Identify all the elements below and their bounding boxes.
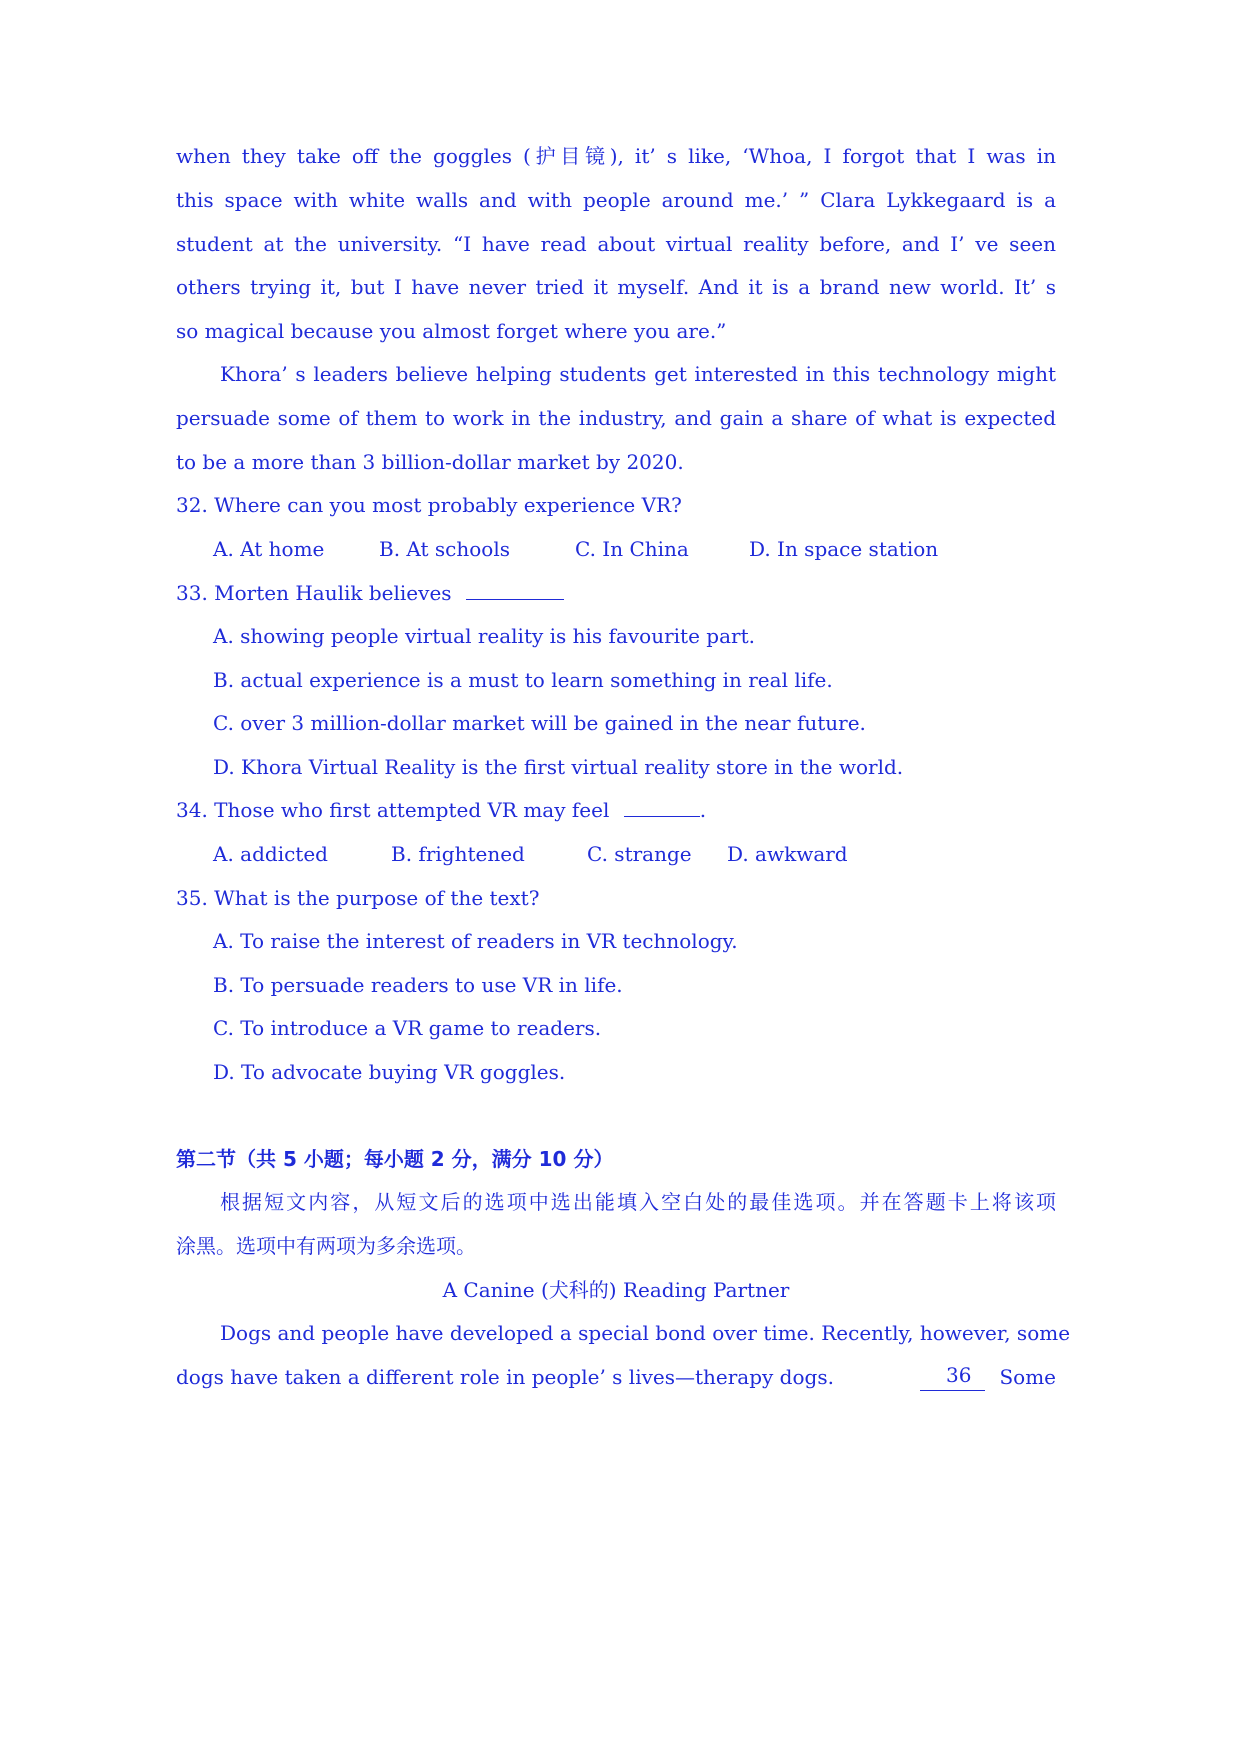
- answer-blank-33[interactable]: [466, 579, 564, 600]
- q33-option-b[interactable]: B. actual experience is a must to learn something in real life.: [213, 668, 833, 692]
- passage-line-3: student at the university. “I have read about virtual reality before, and I’ ve seen: [176, 232, 1056, 256]
- q34-option-d[interactable]: D. awkward: [727, 842, 848, 866]
- passage-line-1: when they take off the goggles (护目镜), it’ s like, ‘Whoa, I forgot that I was in: [176, 144, 1056, 168]
- q33-option-a[interactable]: A. showing people virtual reality is his favourite part.: [213, 624, 755, 648]
- question-32-stem: 32. Where can you most probably experience VR?: [176, 493, 682, 517]
- passage-line-5: so magical because you almost forget where you are.”: [176, 319, 727, 343]
- paragraph2-line-1: Khora’ s leaders believe helping students get interested in this technology might: [220, 362, 1056, 386]
- q35-option-a[interactable]: A. To raise the interest of readers in VR technology.: [213, 929, 738, 953]
- answer-blank-34[interactable]: [624, 796, 700, 817]
- passage-title: A Canine (犬科的) Reading Partner: [442, 1278, 790, 1302]
- passage-line-2: this space with white walls and with people around me.’ ” Clara Lykkegaard is a: [176, 188, 1056, 212]
- question-33-stem: 33. Morten Haulik believes: [176, 581, 452, 605]
- instructions-line-2: 涂黑。选项中有两项为多余选项。: [176, 1234, 476, 1258]
- q35-option-b[interactable]: B. To persuade readers to use VR in life.: [213, 973, 623, 997]
- q33-option-c[interactable]: C. over 3 million-dollar market will be gained in the near future.: [213, 711, 866, 735]
- q35-option-d[interactable]: D. To advocate buying VR goggles.: [213, 1060, 566, 1084]
- q34-option-a[interactable]: A. addicted: [213, 842, 328, 866]
- passage-body-line-2-start: dogs have taken a different role in people’ s lives—therapy dogs.: [176, 1365, 834, 1389]
- passage-line-4: others trying it, but I have never tried it myself. And it is a brand new world. It’ s: [176, 275, 1056, 299]
- instructions-line-1: 根据短文内容，从短文后的选项中选出能填入空白处的最佳选项。并在答题卡上将该项: [220, 1190, 1056, 1214]
- section-2-heading: 第二节（共 5 小题；每小题 2 分，满分 10 分）: [176, 1147, 614, 1171]
- q33-option-d[interactable]: D. Khora Virtual Reality is the first virtual reality store in the world.: [213, 755, 904, 779]
- q32-option-b[interactable]: B. At schools: [379, 537, 510, 561]
- q32-option-d[interactable]: D. In space station: [749, 537, 939, 561]
- q34-option-b[interactable]: B. frightened: [391, 842, 525, 866]
- q32-option-a[interactable]: A. At home: [213, 537, 325, 561]
- question-33-stem-row: [176, 579, 1056, 607]
- question-34-stem-row: [176, 796, 1056, 824]
- question-35-stem: 35. What is the purpose of the text?: [176, 886, 540, 910]
- q35-option-c[interactable]: C. To introduce a VR game to readers.: [213, 1016, 602, 1040]
- question-34-stem: 34. Those who first attempted VR may feel: [176, 798, 610, 822]
- answer-blank-36[interactable]: 36: [920, 1363, 985, 1391]
- paragraph2-line-2: persuade some of them to work in the industry, and gain a share of what is expected: [176, 406, 1056, 430]
- passage-body-line-1: Dogs and people have developed a special bond over time. Recently, however, some: [220, 1321, 1071, 1345]
- passage-body-line-2-end: Some: [999, 1365, 1056, 1389]
- question-34-options: [213, 840, 1056, 868]
- question-34-stem-end: .: [699, 798, 707, 822]
- paragraph2-line-3: to be a more than 3 billion-dollar market by 2020.: [176, 450, 684, 474]
- passage-body-line-2: [176, 1363, 1056, 1391]
- q32-option-c[interactable]: C. In China: [575, 537, 689, 561]
- q34-option-c[interactable]: C. strange: [587, 842, 692, 866]
- question-32-options: [213, 535, 1056, 563]
